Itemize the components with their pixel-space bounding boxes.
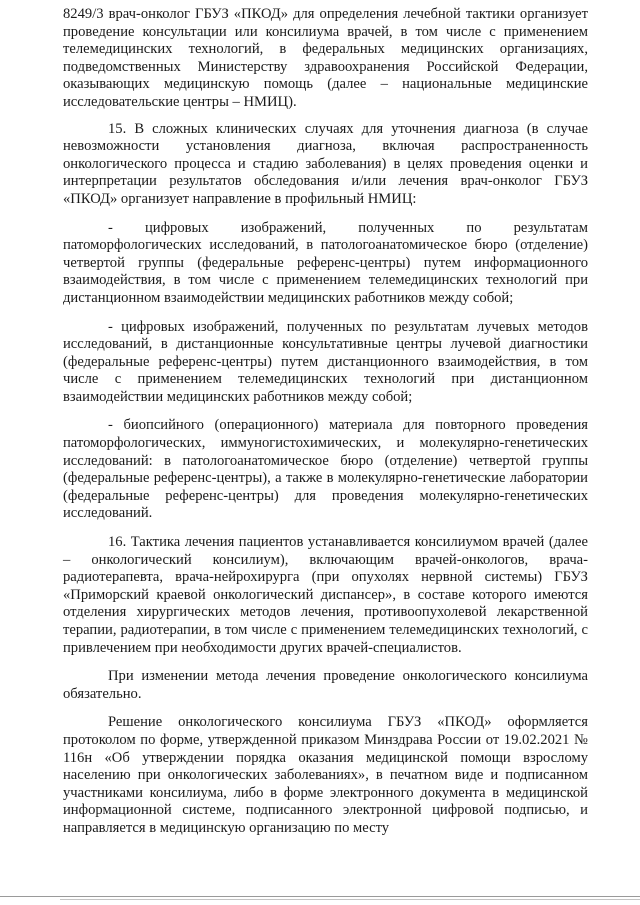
paragraph-method-change: При изменении метода лечения проведение онкологического консилиума обязательно. bbox=[63, 668, 588, 702]
paragraph-consilium-decision: Решение онкологического консилиума ГБУЗ «ПКОД» оформляется протоколом по форме, утвержденной приказом Минздрава России от 19.02.2021 № 116н «Об утверждении порядка оказания медицинской помощи взрослому населению при онкологических заболеваниях», в печатном виде и подписанном участниками консилиума, либо в форме электронного документа в медицинской информационной системе, подписанного электронной цифровой подписью, и направляется в медицинскую организацию по месту bbox=[63, 714, 588, 836]
page-bottom-edge-shadow bbox=[60, 899, 640, 900]
list-item-radiology-images: - цифровых изображений, полученных по результатам лучевых методов исследований, в дистанционные консультативные центры лучевой диагностики (федеральные референс-центры) путем дистанционного взаимодействия, в том числе с применением телемедицинских технологий при дистанционном взаимодействии медицинских работников между собой; bbox=[63, 318, 588, 405]
paragraph-nmic-consultation: 8249/3 врач-онколог ГБУЗ «ПКОД» для определения лечебной тактики организует проведение консультации или консилиума врачей, в том числе с применением телемедицинских технологий, в федеральных медицинских организациях, подведомственных Министерству здравоохранения Российской Федерации, оказывающих медицинскую помощь (далее – национальные медицинские исследовательские центры – НМИЦ). bbox=[63, 6, 588, 110]
paragraph-section-15: 15. В сложных клинических случаях для уточнения диагноза (в случае невозможности установления диагноза, включая распространенность онкологического процесса и стадию заболевания) в целях проведения оценки и интерпретации результатов обследования и/или лечения врач-онколог ГБУЗ «ПКОД» организует направление в профильный НМИЦ: bbox=[63, 120, 588, 207]
paragraph-section-16: 16. Тактика лечения пациентов устанавливается консилиумом врачей (далее – онкологический консилиум), включающим врачей-онкологов, врача-радиотерапевта, врача-нейрохирурга (при опухолях нервной системы) ГБУЗ «Приморский краевой онкологический диспансер», в составе которого имеются отделения хирургических методов лечения, противоопухолевой лекарственной терапии, радиотерапии, в том числе с применением телемедицинских технологий, с привлечением при необходимости других врачей-специалистов. bbox=[63, 534, 588, 656]
list-item-biopsy-material: - биопсийного (операционного) материала для повторного проведения патоморфологических, иммуногистохимических, и молекулярно-генетических исследований: в патологоанатомическое бюро (отделение) четвертой группы (федеральные референс-центры), а также в молекулярно-генетические лаборатории (федеральные референс-центры) для проведения молекулярно-генетических исследований. bbox=[63, 417, 588, 522]
document-page bbox=[63, 6, 588, 838]
list-item-pathomorphology-images: - цифровых изображений, полученных по результатам патоморфологических исследований, в патологоанатомическое бюро (отделение) четвертой группы (федеральные референс-центры) путем информационного взаимодействия, в том числе с применением телемедицинских технологий при дистанционном взаимодействии медицинских работников между собой; bbox=[63, 219, 588, 306]
page-bottom-edge bbox=[0, 896, 640, 897]
